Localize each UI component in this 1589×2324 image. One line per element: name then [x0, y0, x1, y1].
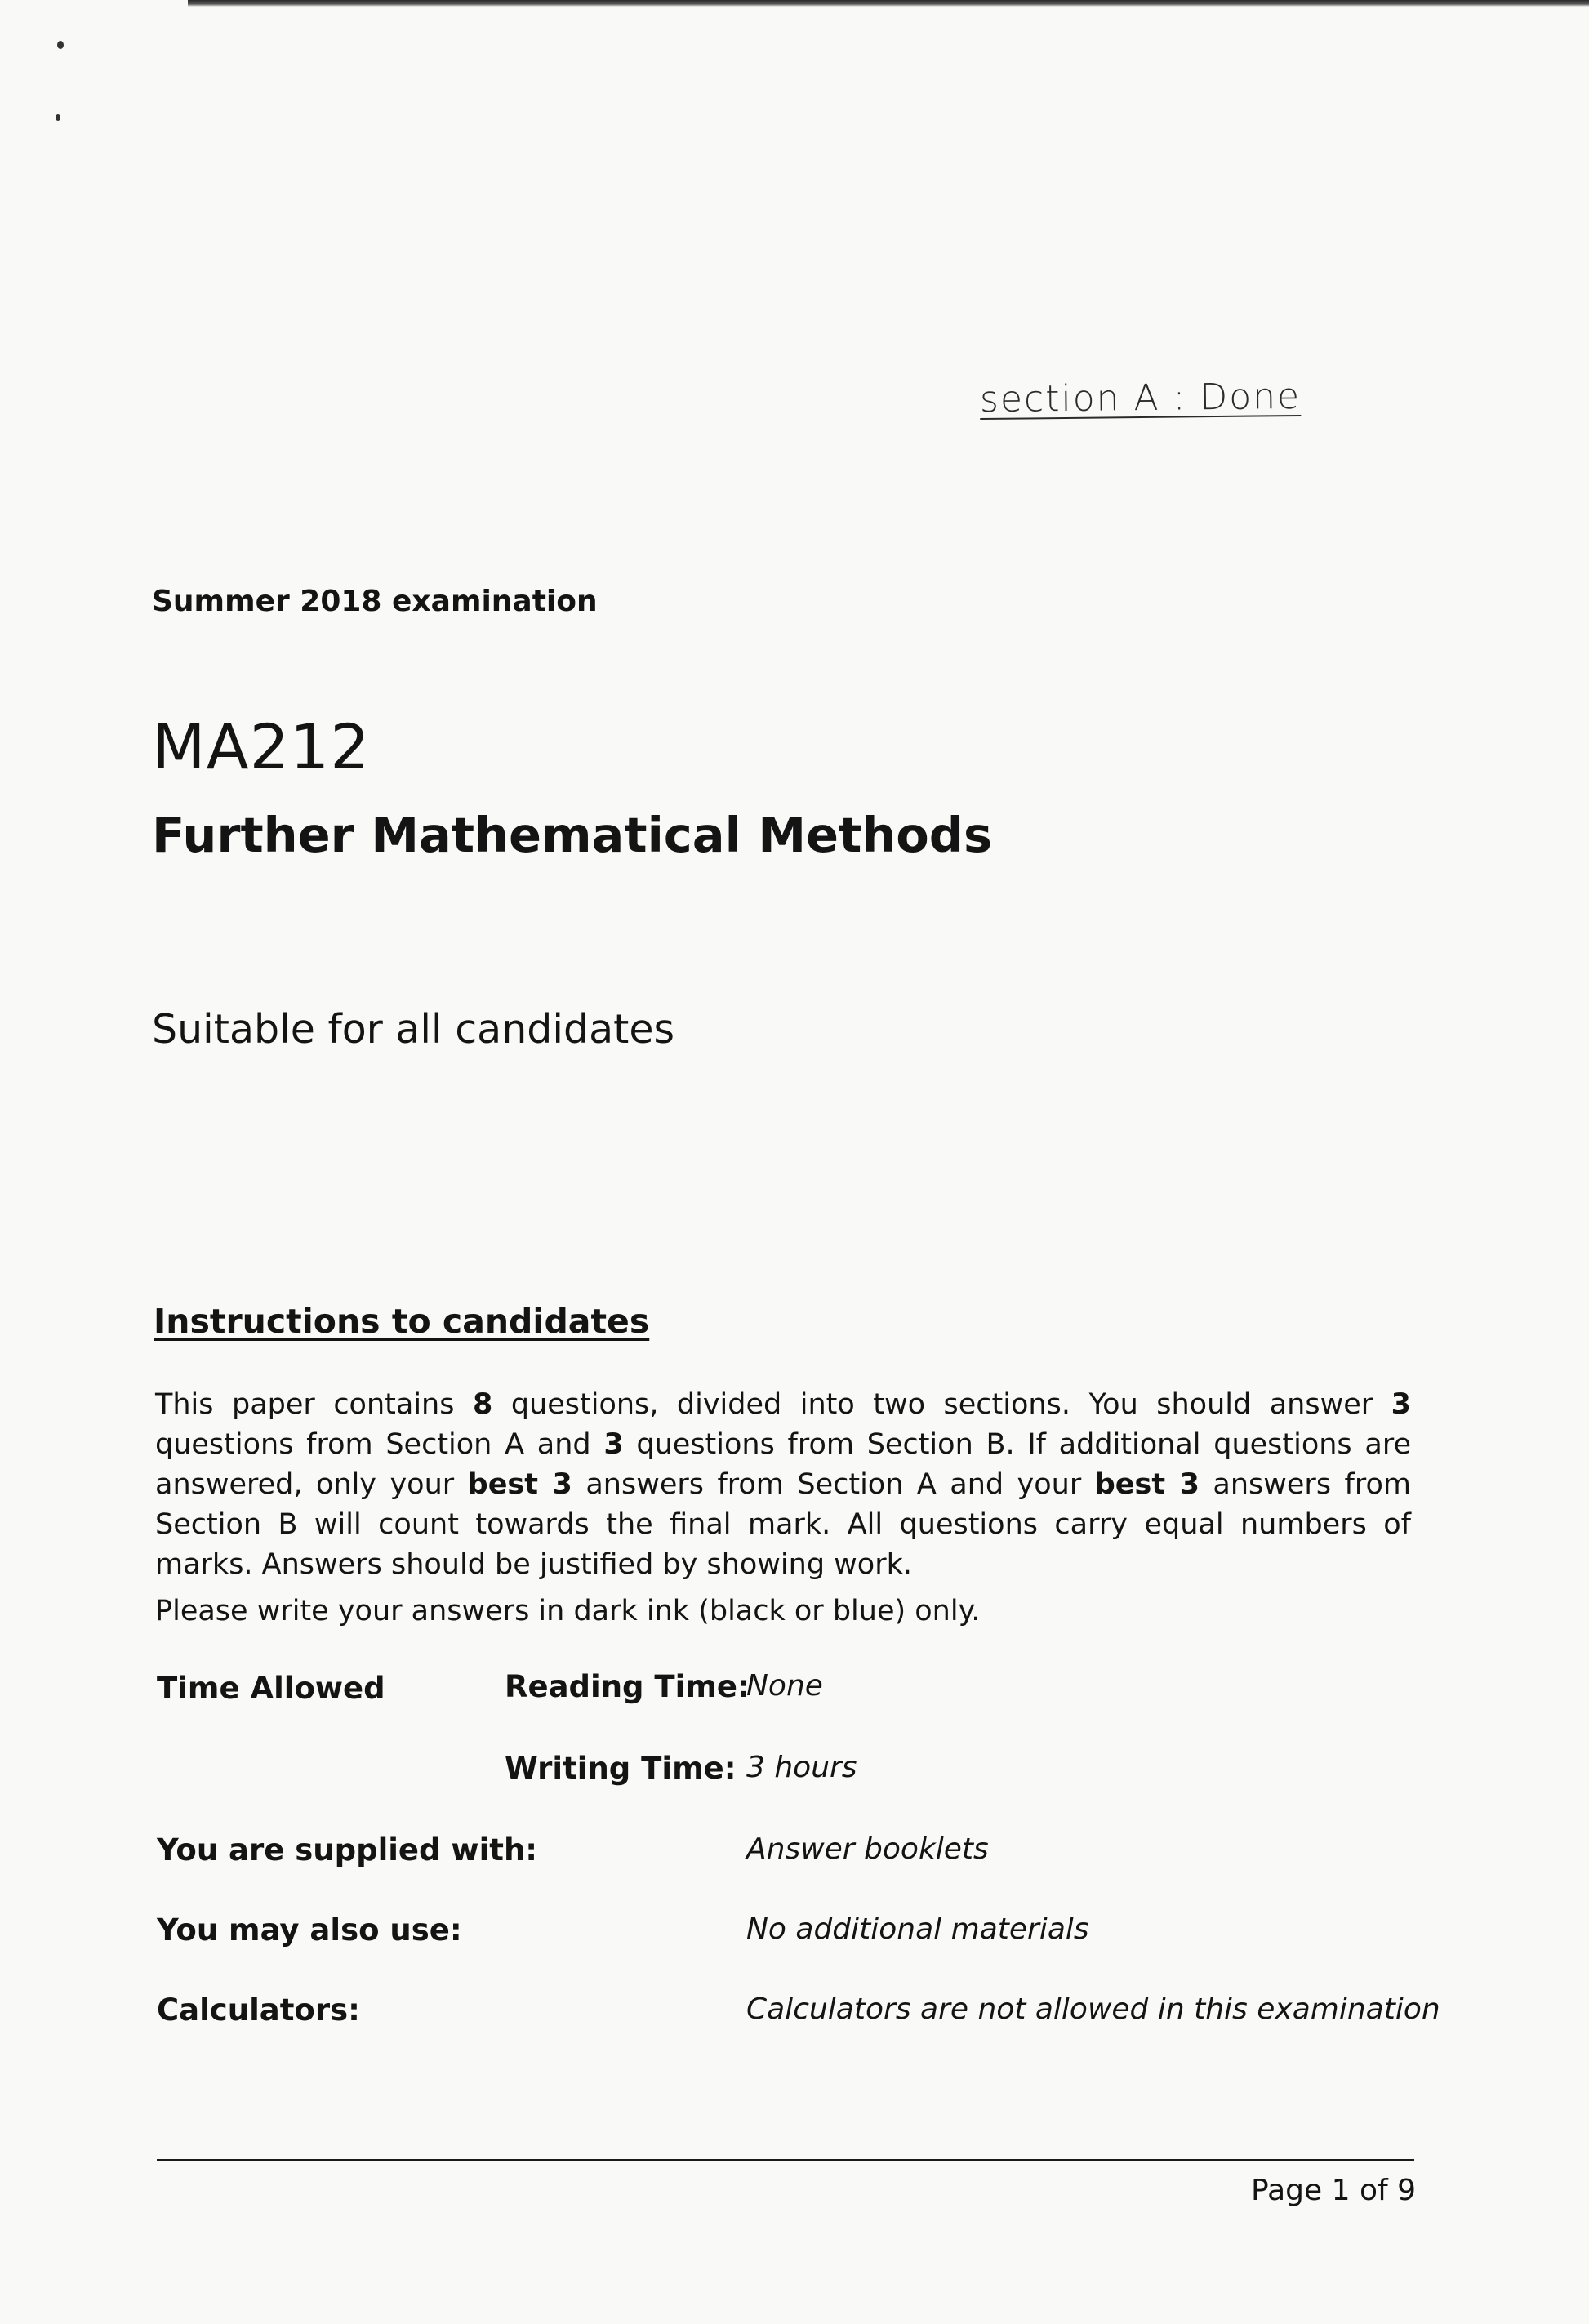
time-allowed-label: Time Allowed — [157, 1671, 385, 1706]
supplied-with-value: Answer booklets — [746, 1832, 989, 1866]
calculators-value: Calculators are not allowed in this examination — [746, 1992, 1440, 2026]
instr-text: This paper contains — [155, 1388, 473, 1421]
course-title: Further Mathematical Methods — [152, 807, 993, 863]
page-number: Page 1 of 9 — [1251, 2174, 1416, 2207]
footer-divider — [157, 2159, 1414, 2161]
handwritten-note: section A : Done — [979, 375, 1302, 421]
instr-text: answers from Section A and your — [572, 1468, 1095, 1501]
scan-edge-artifact — [188, 0, 1589, 7]
suitability-note: Suitable for all candidates — [152, 1006, 674, 1053]
instr-text: questions from Section A and — [155, 1428, 604, 1461]
scan-speck — [56, 114, 60, 121]
instr-text: answers from Section B will count towards the final mark. All questions carry equal numbers of marks. Answers should be justified by showing work. — [155, 1468, 1411, 1581]
may-also-use-value: No additional materials — [746, 1912, 1089, 1946]
instr-bold: best 3 — [1094, 1468, 1200, 1501]
writing-time-label: Writing Time: — [505, 1751, 737, 1786]
instr-bold: 3 — [1391, 1388, 1411, 1421]
instr-bold: 3 — [603, 1428, 624, 1461]
course-code: MA212 — [152, 710, 371, 783]
instr-bold: 8 — [472, 1388, 493, 1421]
scan-speck — [57, 41, 64, 49]
instr-text: questions, divided into two sections. You should answer — [492, 1388, 1391, 1421]
writing-time-value: 3 hours — [746, 1751, 857, 1784]
instructions-heading: Instructions to candidates — [154, 1302, 650, 1341]
supplied-with-label: You are supplied with: — [157, 1832, 538, 1868]
calculators-label: Calculators: — [157, 1992, 360, 2028]
ink-instruction: Please write your answers in dark ink (black or blue) only. — [155, 1595, 981, 1627]
reading-time-value: None — [746, 1669, 823, 1703]
reading-time-label: Reading Time: — [505, 1669, 750, 1704]
instructions-paragraph — [155, 1385, 1411, 1585]
instr-bold: best 3 — [467, 1468, 572, 1501]
exam-session: Summer 2018 examination — [152, 585, 598, 618]
may-also-use-label: You may also use: — [157, 1912, 462, 1948]
instructions-body — [155, 1385, 1411, 1632]
instr-text: questions from Section B. If additional questions are answered, only your — [155, 1428, 1411, 1501]
